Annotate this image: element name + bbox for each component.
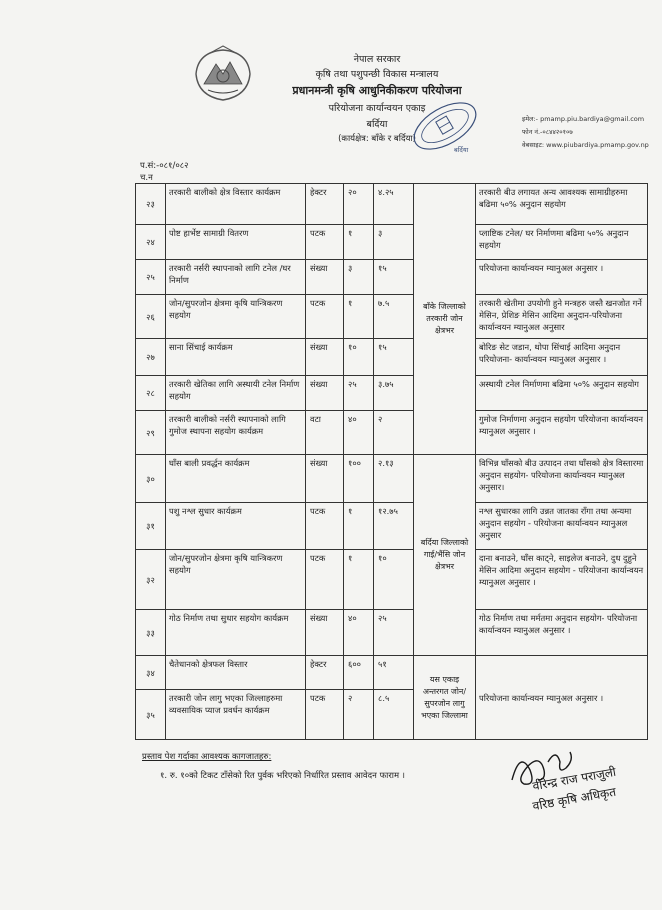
row-amount: ८.५ — [374, 690, 414, 740]
row-amount: ७.५ — [374, 295, 414, 339]
required-document-item: १. रु. १०को टिकट टाँसेको रित पुर्वक भरिएको निर्धारित प्रस्ताव आवेदन फाराम । — [160, 771, 406, 781]
row-amount: ४.२५ — [374, 184, 414, 225]
implementation-area-2: बर्दिया जिल्लाको गाई/भैंसि जोन क्षेत्रभर — [414, 455, 476, 656]
row-qty: १ — [344, 503, 374, 550]
row-amount: ५१ — [374, 656, 414, 690]
row-remarks: नश्ल सुधारका लागि उन्नत जातका राँगा तथा अन्यमा अनुदान सहयोग - परियोजना कार्यान्वयन म्यानुअल अनुसार — [476, 503, 648, 550]
row-program: पोष्ट हार्भेष्ट सामाग्री वितरण — [166, 225, 306, 260]
row-unit: पटक — [306, 550, 344, 610]
nepal-emblem-icon — [188, 44, 258, 106]
row-remarks: प्लाष्टिक टनेल/ घर निर्माणमा बढिमा ५०% अनुदान सहयोग — [476, 225, 648, 260]
chalan-number: च.न — [140, 173, 153, 183]
table-row — [136, 376, 648, 411]
row-remarks: परियोजना कार्यान्वयन म्यानुअल अनुसार । — [476, 260, 648, 295]
table-row — [136, 295, 648, 339]
row-sn: ३२ — [136, 550, 166, 610]
row-remarks: गोठ निर्माण तथा मर्मतमा अनुदान सहयोग- परियोजना कार्यान्वयन म्यानुअल अनुसार । — [476, 610, 648, 656]
row-amount: २ — [374, 411, 414, 455]
row-remarks: गुमोज निर्माणमा अनुदान सहयोग परियोजना कार्यान्वयन म्यानुअल अनुसार । — [476, 411, 648, 455]
row-sn: ३० — [136, 455, 166, 503]
table-row — [136, 610, 648, 656]
row-qty: ४० — [344, 411, 374, 455]
row-unit: संख्या — [306, 376, 344, 411]
header-line-4: परियोजना कार्यान्वयन एकाइ — [328, 103, 426, 114]
row-unit: संख्या — [306, 455, 344, 503]
row-unit: संख्या — [306, 260, 344, 295]
table-row — [136, 260, 648, 295]
row-unit: हेक्टर — [306, 184, 344, 225]
row-program: तरकारी नर्सरी स्थापनाको लागि टनेल /घर निर्माण — [166, 260, 306, 295]
program-table — [135, 183, 648, 740]
row-program: तरकारी बालीको नर्सरी स्थापनाको लागि गुमोज स्थापना सहयोग कार्यक्रम — [166, 411, 306, 455]
header-line-2: कृषि तथा पशुपन्छी विकास मन्त्रालय — [315, 69, 439, 80]
row-sn: ३१ — [136, 503, 166, 550]
row-sn: ३५ — [136, 690, 166, 740]
row-program: चैतेधानको क्षेत्रफल विस्तार — [166, 656, 306, 690]
table-row — [136, 550, 648, 610]
required-documents-title: प्रस्ताव पेश गर्दाका आवश्यक कागजातहरु: — [142, 752, 272, 762]
row-program: जोन/सुपरजोन क्षेत्रमा कृषि यान्त्रिकरण सहयोग — [166, 550, 306, 610]
row-remarks: अस्थायी टनेल निर्माणमा बढिमा ५०% अनुदान सहयोग — [476, 376, 648, 411]
row-remarks: तरकारी बीउ लगायत अन्य आवश्यक सामाग्रीहरुमा बढिमा ५०% अनुदान सहयोग — [476, 184, 648, 225]
row-remarks: बोरिङ सेट जडान, थोपा सिंचाई आदिमा अनुदान परियोजना- कार्यान्वयन म्यानुअल अनुसार । — [476, 339, 648, 376]
row-qty: ६०० — [344, 656, 374, 690]
row-program: तरकारी बालीको क्षेत्र विस्तार कार्यक्रम — [166, 184, 306, 225]
row-unit: पटक — [306, 503, 344, 550]
row-qty: ३ — [344, 260, 374, 295]
row-unit: हेक्टर — [306, 656, 344, 690]
row-unit: पटक — [306, 690, 344, 740]
row-program: तरकारी खेतिका लागि अस्थायी टनेल निर्माण सहयोग — [166, 376, 306, 411]
header-line-6: (कार्यक्षेत्र: बाँके र बर्दिया) — [338, 134, 416, 144]
table-row — [136, 656, 648, 690]
row-remarks: दाना बनाउने, घाँस काट्ने, साइलेज बनाउने, दुध दुहुने मेसिन आदिमा अनुदान सहयोग - परियोजना कार्यान्वयन म्यानुअल अनुसार । — [476, 550, 648, 610]
row-sn: ३३ — [136, 610, 166, 656]
seal-label: बर्दिया — [454, 146, 469, 154]
row-unit: संख्या — [306, 339, 344, 376]
row-qty: १०० — [344, 455, 374, 503]
row-amount: १५ — [374, 260, 414, 295]
row-sn: २७ — [136, 339, 166, 376]
table-row — [136, 411, 648, 455]
row-sn: २५ — [136, 260, 166, 295]
patra-sankhya: प.सं:-०८१/०८२ — [140, 161, 189, 171]
row-program: तरकारी जोन लागु भएका जिल्लाहरुमा व्यवसायिक प्याज प्रवर्धन कार्यक्रम — [166, 690, 306, 740]
signatory-name: वीरेन्द्र राज पराजुली — [531, 764, 617, 794]
row-program: जोन/सुपरजोन क्षेत्रमा कृषि यान्त्रिकरण सहयोग — [166, 295, 306, 339]
row-amount: २.१३ — [374, 455, 414, 503]
row-amount: ३ — [374, 225, 414, 260]
contact-phone: फोन नं.-०८४४२०१०७ — [522, 128, 573, 136]
row-qty: १ — [344, 550, 374, 610]
row-sn: २४ — [136, 225, 166, 260]
row-qty: १ — [344, 225, 374, 260]
row-sn: २३ — [136, 184, 166, 225]
row-qty: ४० — [344, 610, 374, 656]
row-amount: ३.७५ — [374, 376, 414, 411]
row-unit: पटक — [306, 295, 344, 339]
contact-website: वेबसाइट: www.piubardiya.pmamp.gov.np — [522, 141, 649, 149]
row-qty: १ — [344, 295, 374, 339]
row-program: घाँस बाली प्रवर्द्धन कार्यक्रम — [166, 455, 306, 503]
row-qty: १० — [344, 339, 374, 376]
row-unit: पटक — [306, 225, 344, 260]
implementation-area-3: यस एकाइ अन्तरगत जोन/सुपरजोन लागु भएका जिल्लामा — [414, 656, 476, 740]
row-remarks: तरकारी खेतीमा उपयोगी हुने मन्त्रहरु जस्तै खनजोत गर्ने मेसिन, प्रेशिङ मेसिन आदिमा अनुदान-परियोजना कार्यान्वयन म्यानुअल अनुसार — [476, 295, 648, 339]
row-qty: २५ — [344, 376, 374, 411]
row-program: पशु नश्ल सुधार कार्यक्रम — [166, 503, 306, 550]
official-seal-icon — [402, 98, 488, 154]
row-unit: वटा — [306, 411, 344, 455]
row-program: गोठ निर्माण तथा सुधार सहयोग कार्यक्रम — [166, 610, 306, 656]
row-amount: २५ — [374, 610, 414, 656]
implementation-area-1: बाँके जिल्लाको तरकारी जोन क्षेत्रभर — [414, 184, 476, 455]
table-row — [136, 339, 648, 376]
row-sn: २६ — [136, 295, 166, 339]
row-amount: १० — [374, 550, 414, 610]
signatory-title: वरिष्ठ कृषि अधिकृत — [531, 784, 618, 814]
row-qty: २० — [344, 184, 374, 225]
table-row — [136, 184, 648, 225]
header-line-5: बर्दिया — [366, 119, 388, 130]
row-program: साना सिंचाई कार्यक्रम — [166, 339, 306, 376]
row-remarks: परियोजना कार्यान्वयन म्यानुअल अनुसार । — [476, 656, 648, 740]
row-sn: २८ — [136, 376, 166, 411]
table-row — [136, 503, 648, 550]
row-sn: ३४ — [136, 656, 166, 690]
row-unit: संख्या — [306, 610, 344, 656]
row-amount: १५ — [374, 339, 414, 376]
row-remarks: विभिन्न घाँसको बीउ उत्पादन तथा घाँसको क्षेत्र विस्तारमा अनुदान सहयोग- परियोजना कार्यान्वयन म्यानुअल अनुसार। — [476, 455, 648, 503]
row-qty: २ — [344, 690, 374, 740]
row-amount: १२.७५ — [374, 503, 414, 550]
table-row — [136, 225, 648, 260]
header-line-3: प्रधानमन्त्री कृषि आधुनिकीकरण परियोजना — [292, 84, 462, 97]
header-line-1: नेपाल सरकार — [353, 54, 401, 65]
row-sn: २९ — [136, 411, 166, 455]
table-row — [136, 455, 648, 503]
contact-email: इमेल:- pmamp.piu.bardiya@gmail.com — [522, 115, 645, 123]
